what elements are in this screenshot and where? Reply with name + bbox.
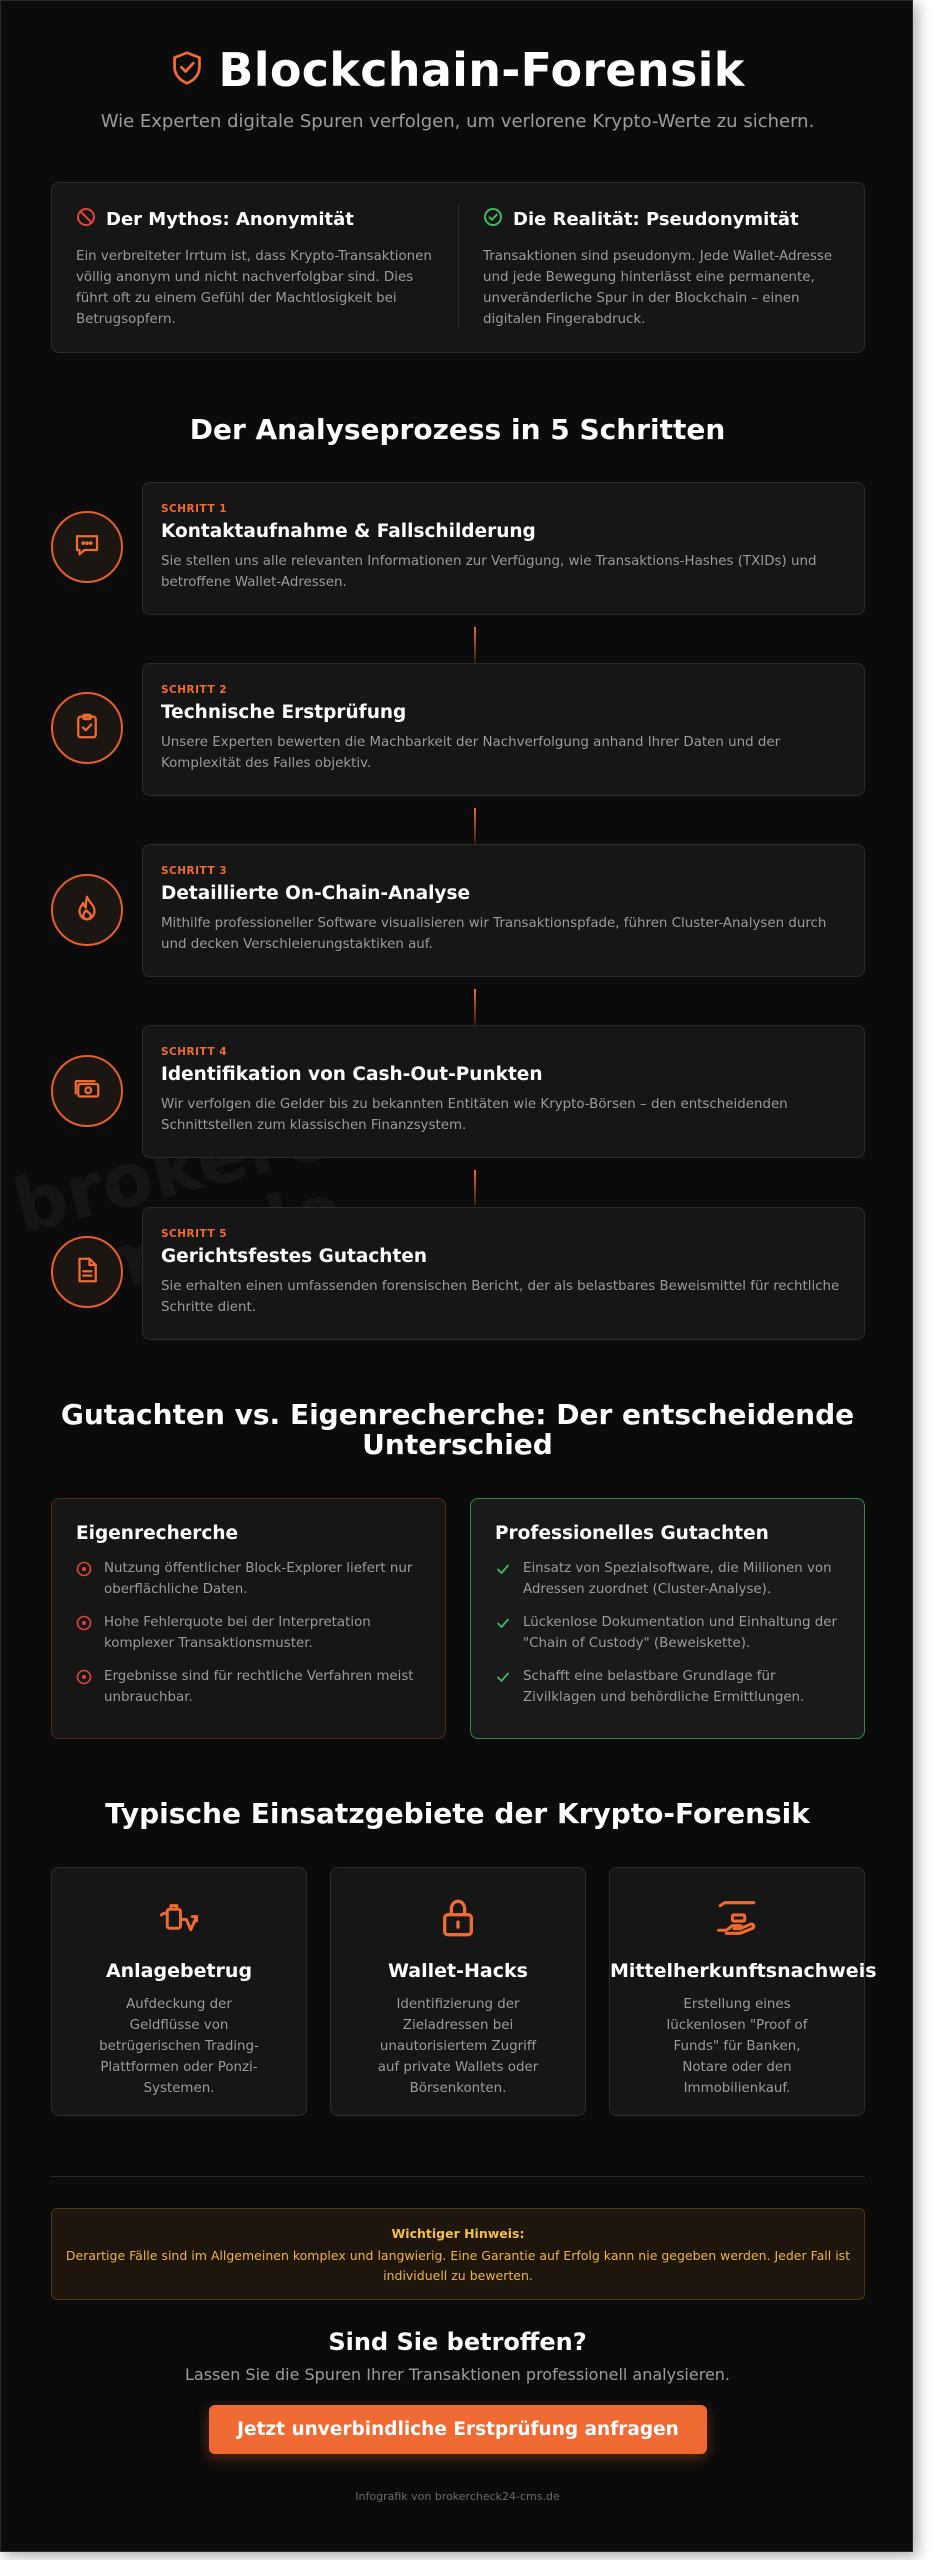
reality-column [458,205,864,330]
hero-title-row [1,43,913,97]
step-3-desc: Mithilfe professioneller Software visualisieren wir Transaktionspfade, führen Cluster-Analysen durch und decken Verschleierungstaktiken auf. [161,916,827,952]
step-4-icon-circle [51,1055,123,1127]
check-icon [495,1612,511,1654]
step-2-title: Technische Erstprüfung [161,702,407,723]
diy-item-text: Nutzung öffentlicher Block-Explorer liefert nur oberflächliche Daten. [104,1561,413,1597]
usecase-desc: Erstellung eines lückenlosen "Proof of Funds" für Banken, Notare oder den Immobilienkauf. [666,1997,808,2096]
step-connector [474,627,476,663]
cta-title: Sind Sie betroffen? [328,2328,587,2356]
step-1-desc: Sie stellen uns alle relevanten Informationen zur Verfügung, wie Transaktions-Hashes (TXIDs) und betroffene Wallet-Adressen. [161,554,817,590]
usecase-card-investment-fraud [51,1867,307,2116]
usecase-card-proof-of-funds [609,1867,877,2116]
usecases-title: Typische Einsatzgebiete der Krypto-Forensik [105,1797,810,1830]
check-circle-icon [483,207,503,232]
reality-text: Transaktionen sind pseudonym. Jede Wallet-Adresse und jede Bewegung hinterlässt eine permanente, unveränderliche Spur in der Blockchain – einen digitalen Fingerabdruck. [483,249,833,327]
usecase-title: Wallet-Hacks [388,1960,528,1982]
comparison-title-line-2: Unterschied [362,1428,553,1461]
x-circle-icon [76,1612,92,1654]
reality-heading [483,207,840,232]
step-2-icon-circle [51,692,123,764]
myth-column [52,183,458,352]
myth-title: Der Mythos: Anonymität [106,209,354,230]
hand-money-icon [610,1894,864,1942]
check-icon [495,1558,511,1600]
step-connector [474,1170,476,1206]
list-item [495,1666,840,1708]
investment-fraud-icon [52,1894,306,1942]
step-4-label: SCHRITT 4 [161,1046,228,1058]
usecase-desc: Aufdeckung der Geldflüsse von betrügerischen Trading-Plattformen oder Ponzi-Systemen. [99,1997,259,2096]
step-1-label: SCHRITT 1 [161,503,228,515]
notice-box [51,2208,865,2300]
list-item [495,1558,840,1600]
lock-icon [331,1894,585,1942]
notice-title: Wichtiger Hinweis: [391,2226,525,2241]
comparison-title-line-1: Gutachten vs. Eigenrecherche: Der entscheidende [60,1398,855,1431]
step-4-card [142,1025,865,1158]
list-item [76,1666,421,1708]
step-5-card [142,1207,865,1340]
reality-title: Die Realität: Pseudonymität [513,209,799,230]
step-3-label: SCHRITT 3 [161,865,228,877]
step-5-desc: Sie erhalten einen umfassenden forensischen Bericht, der als belastbares Beweismittel für rechtliche Schritte dient. [161,1279,840,1315]
comparison-title [1,1400,913,1460]
step-1-title: Kontaktaufnahme & Fallschilderung [161,521,536,542]
pro-item-text: Lückenlose Dokumentation und Einhaltung der "Chain of Custody" (Beweiskette). [523,1615,837,1651]
chat-icon [72,530,102,564]
fire-icon [72,893,102,927]
step-1-card [142,482,865,615]
list-item [76,1558,421,1600]
step-3-icon-circle [51,874,123,946]
step-5-label: SCHRITT 5 [161,1228,228,1240]
page-subtitle: Wie Experten digitale Spuren verfolgen, um verlorene Krypto-Werte zu sichern. [100,111,815,132]
cash-icon [72,1074,102,1108]
page-title: Blockchain-Forensik [218,43,745,97]
myth-reality-card [51,182,865,353]
cta-subtitle: Lassen Sie die Spuren Ihrer Transaktionen professionell analysieren. [184,2365,731,2384]
step-1-icon-circle [51,511,123,583]
usecase-title: Anlagebetrug [105,1960,253,1982]
check-icon [495,1666,511,1708]
step-2-desc: Unsere Experten bewerten die Machbarkeit der Nachverfolgung anhand Ihrer Daten und der Komplexität des Falles objektiv. [161,735,781,771]
usecase-card-wallet-hacks [330,1867,586,2116]
shield-check-icon [170,50,204,90]
pro-item-text: Schafft eine belastbare Grundlage für Zivilklagen und behördliche Ermittlungen. [523,1669,805,1705]
step-4-desc: Wir verfolgen die Gelder bis zu bekannten Entitäten wie Krypto-Börsen – den entscheidenden Schnittstellen zum klassischen Finanzsystem. [161,1097,788,1133]
diy-item-text: Hohe Fehlerquote bei der Interpretation komplexer Transaktionsmuster. [104,1615,371,1651]
usecase-desc: Identifizierung der Zieladressen bei unautorisiertem Zugriff auf private Wallets oder Börsenkonten. [377,1997,539,2096]
diy-research-card [51,1498,446,1739]
pro-title: Professionelles Gutachten [495,1523,769,1544]
x-circle-icon [76,1666,92,1708]
step-3-card [142,844,865,977]
clipboard-check-icon [72,711,102,745]
footer-credit: Infografik von brokercheck24-cms.de [355,2490,560,2503]
myth-text: Ein verbreiteter Irrtum ist, dass Krypto-Transaktionen völlig anonym und nicht nachverfolgbar sind. Dies führt oft zu einem Gefühl der Machtlosigkeit bei Betrugsopfern. [76,249,432,327]
diy-title: Eigenrecherche [76,1523,239,1544]
request-check-button[interactable]: Jetzt unverbindliche Erstprüfung anfragen [209,2405,707,2454]
diy-list [76,1558,421,1708]
step-5-icon-circle [51,1236,123,1308]
step-5-title: Gerichtsfestes Gutachten [161,1246,428,1267]
step-connector [474,989,476,1025]
pro-list [495,1558,840,1708]
diy-item-text: Ergebnisse sind für rechtliche Verfahren meist unbrauchbar. [104,1669,414,1705]
hero [1,43,913,132]
step-2-label: SCHRITT 2 [161,684,228,696]
professional-report-card [470,1498,865,1739]
step-2-card [142,663,865,796]
step-3-title: Detaillierte On-Chain-Analyse [161,883,471,904]
notice-text: Derartige Fälle sind im Allgemeinen komplex und langwierig. Eine Garantie auf Erfolg kann nie gegeben werden. Jeder Fall ist individuell zu bewerten. [65,2248,851,2283]
process-title: Der Analyseprozess in 5 Schritten [189,413,726,446]
ban-icon [76,207,96,232]
list-item [495,1612,840,1654]
divider [51,2176,865,2177]
step-connector [474,808,476,844]
x-circle-icon [76,1558,92,1600]
pro-item-text: Einsatz von Spezialsoftware, die Millionen von Adressen zuordnet (Cluster-Analyse). [523,1561,832,1597]
step-4-title: Identifikation von Cash-Out-Punkten [161,1064,543,1085]
document-icon [72,1255,102,1289]
list-item [76,1612,421,1654]
usecase-title: Mittelherkunftsnachweis [610,1960,877,1982]
myth-heading [76,207,434,232]
